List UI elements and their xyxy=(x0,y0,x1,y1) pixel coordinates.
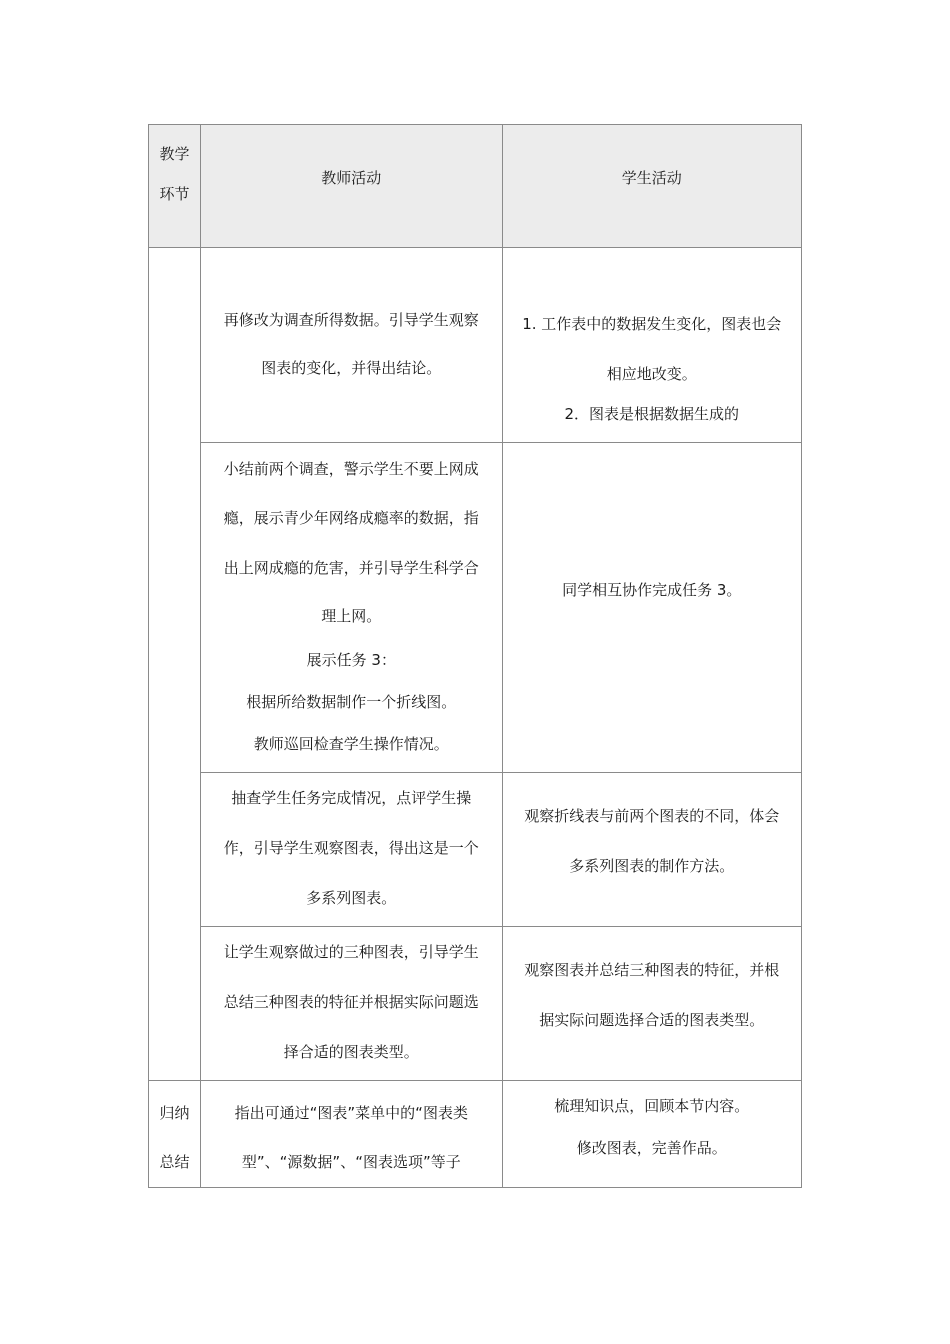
teacher-line: 再修改为调查所得数据。引导学生观察 xyxy=(223,311,479,329)
student-line: 1. 工作表中的数据发生变化，图表也会 xyxy=(522,315,782,333)
teacher-line: 型”、“源数据”、“图表选项”等子 xyxy=(241,1153,461,1171)
teacher-line: 总结三种图表的特征并根据实际问题选 xyxy=(223,993,479,1011)
teacher-line: 多系列图表。 xyxy=(306,889,397,907)
header-teacher: 教师活动 xyxy=(201,125,502,248)
student-line: 多系列图表的制作方法。 xyxy=(569,857,735,875)
teacher-cell xyxy=(201,443,502,773)
teacher-line: 瘾，展示青少年网络成瘾率的数据，指 xyxy=(223,509,479,527)
student-line: 相应地改变。 xyxy=(606,365,697,383)
teacher-line: 让学生观察做过的三种图表，引导学生 xyxy=(223,943,479,961)
teacher-cell xyxy=(201,927,502,1081)
teacher-cell xyxy=(201,773,502,927)
teacher-line: 出上网成瘾的危害，并引导学生科学合 xyxy=(223,559,479,577)
student-line: 观察折线表与前两个图表的不同，体会 xyxy=(524,807,780,825)
teacher-line: 展示任务 3： xyxy=(306,651,396,669)
student-line: 梳理知识点，回顾本节内容。 xyxy=(554,1097,750,1115)
teacher-line: 择合适的图表类型。 xyxy=(283,1043,419,1061)
header-row xyxy=(149,125,802,248)
stage-line: 归纳 xyxy=(159,1104,190,1122)
table-row xyxy=(149,927,802,1081)
teacher-line: 小结前两个调查，警示学生不要上网成 xyxy=(223,460,479,478)
teacher-cell xyxy=(201,248,502,443)
student-line: 同学相互协作完成任务 3。 xyxy=(562,581,742,599)
header-stage-line: 教学 xyxy=(159,145,190,163)
teacher-cell xyxy=(201,1081,502,1188)
header-student: 学生活动 xyxy=(502,125,801,248)
student-line: 2．图表是根据数据生成的 xyxy=(564,405,740,423)
stage-line: 总结 xyxy=(159,1153,190,1171)
student-cell xyxy=(502,1081,801,1188)
table-row xyxy=(149,443,802,773)
table-row xyxy=(149,1081,802,1188)
stage-cell xyxy=(149,1081,201,1188)
student-cell xyxy=(502,927,801,1081)
table-row xyxy=(149,248,802,443)
stage-cell-empty xyxy=(149,248,201,1081)
student-line: 据实际问题选择合适的图表类型。 xyxy=(539,1011,765,1029)
student-cell xyxy=(502,773,801,927)
teacher-line: 教师巡回检查学生操作情况。 xyxy=(253,735,449,753)
student-line: 修改图表，完善作品。 xyxy=(576,1139,727,1157)
teacher-line: 抽查学生任务完成情况，点评学生操 xyxy=(231,789,472,807)
student-line: 观察图表并总结三种图表的特征，并根 xyxy=(524,961,780,979)
teacher-line: 图表的变化，并得出结论。 xyxy=(261,359,442,377)
lesson-plan-table xyxy=(148,124,802,1188)
teacher-line: 指出可通过“图表”菜单中的“图表类 xyxy=(234,1104,468,1122)
teacher-line: 作，引导学生观察图表，得出这是一个 xyxy=(223,839,479,857)
table-row xyxy=(149,773,802,927)
header-stage-line: 环节 xyxy=(159,185,190,203)
student-cell xyxy=(502,443,801,773)
header-stage xyxy=(149,125,201,248)
teacher-line: 理上网。 xyxy=(321,607,382,625)
teacher-line: 根据所给数据制作一个折线图。 xyxy=(246,693,457,711)
student-cell xyxy=(502,248,801,443)
